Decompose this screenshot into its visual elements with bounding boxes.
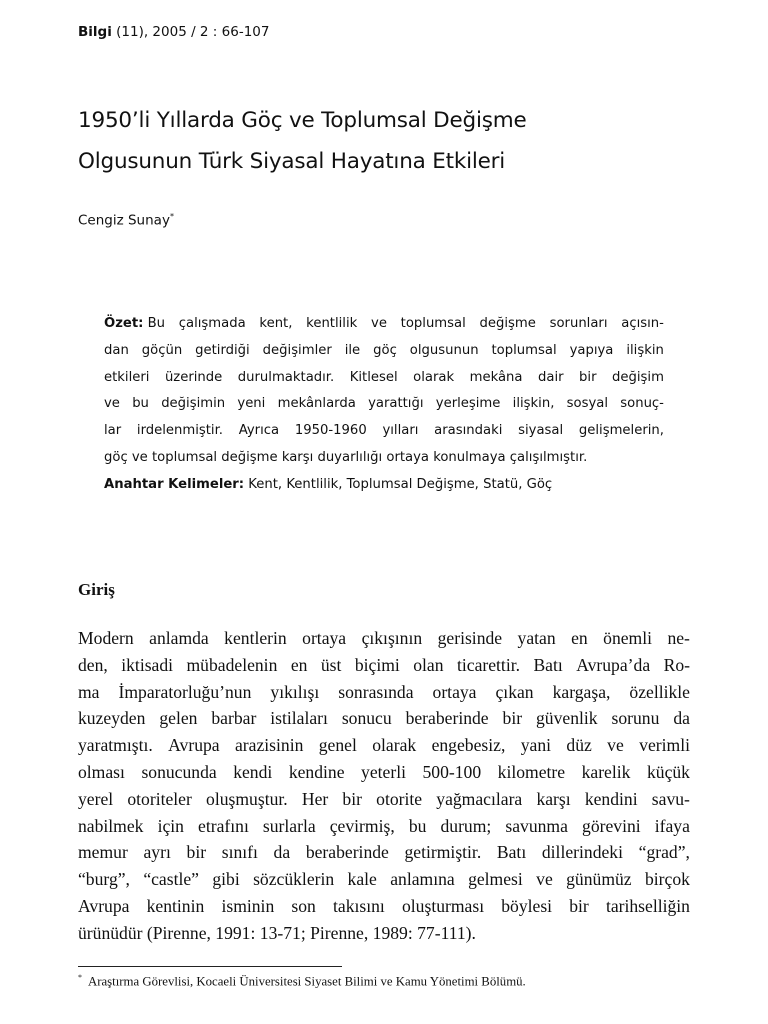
footnote-text: Araştırma Görevlisi, Kocaeli Üniversitesi Siyaset Bilimi ve Kamu Yönetimi Bölümü. [88, 974, 526, 989]
article-title [78, 100, 718, 182]
keywords-label: Anahtar Kelimeler: [104, 476, 245, 492]
abstract-line [104, 311, 664, 338]
paragraph-line: kuzeyden gelen barbar istilaları sonucu beraberinde bir güvenlik sorunu da [78, 708, 690, 729]
author [78, 212, 174, 229]
section-heading: Giriş [78, 580, 115, 599]
journal-reference [78, 24, 269, 40]
keywords [104, 472, 664, 499]
paragraph-line: den, iktisadi mübadelenin en üst biçimi olan ticarettir. Batı Avrupa’da Ro- [78, 654, 690, 675]
abstract-line: göç ve toplumsal değişme karşı duyarlılığı ortaya konulmaya çalışılmıştır. [104, 449, 588, 465]
paragraph-line: yaratmıştı. Avrupa arazisinin genel olarak engebesiz, yani düz ve verimli [78, 735, 690, 756]
paragraph-line: Modern anlamda kentlerin ortaya çıkışının gerisinde yatan en önemli ne- [78, 628, 690, 648]
paragraph-line: Avrupa kentinin isminin son takısını oluşturması böylesi bir tarihselliğin [78, 895, 690, 916]
paragraph-line: ürünüdür (Pirenne, 1991: 13-71; Pirenne, 1989: 77-111). [78, 922, 476, 943]
paragraph-line: nabilmek için etrafını surlarla çevirmiş, bu durum; savunma görevini ifaya [78, 815, 690, 836]
footnote [78, 973, 526, 989]
paragraph-line: memur ayrı bir sınıfı da beraberinde getirmiştir. Batı dillerindeki “grad”, [78, 842, 690, 863]
paragraph-line: “burg”, “castle” gibi sözcüklerin kale anlamına gelmesi ve günümüz birçok [78, 869, 690, 890]
paragraph-line: yerel otoriteler oluşmuştur. Her bir otorite yağmacılara karşı kendini savu- [78, 788, 690, 809]
abstract [104, 311, 664, 499]
abstract-line: dan göçün getirdiği değişimler ile göç olgusunun toplumsal yapıya ilişkin [104, 342, 664, 358]
abstract-line: etkileri üzerinde durulmaktadır. Kitlesel olarak mekâna dair bir değişim [104, 369, 664, 385]
journal-name: Bilgi [78, 24, 112, 40]
author-footnote-mark: * [169, 212, 174, 221]
abstract-line: lar irdelenmiştir. Ayrıca 1950-1960 yılları arasındaki siyasal gelişmelerin, [104, 423, 664, 439]
title-line-2: Olgusunun Türk Siyasal Hayatına Etkileri [78, 149, 506, 174]
paragraph-line: ma İmparatorluğu’nun yıkılışı sonrasında ortaya çıkan kargaşa, özellikle [78, 681, 690, 702]
abstract-line: ve bu değişimin yeni mekânlarda yarattığı yerleşime ilişkin, sosyal sonuç- [104, 396, 664, 412]
keywords-text: Kent, Kentlilik, Toplumsal Değişme, Statü, Göç [248, 476, 553, 492]
author-name: Cengiz Sunay [78, 212, 170, 229]
footnote-divider [78, 966, 342, 967]
abstract-text: Bu çalışmada kent, kentlilik ve toplumsal değişme sorunları açısın- [147, 316, 664, 331]
paragraph-line: olması sonucunda kendi kendine yeterli 500-100 kilometre karelik küçük [78, 761, 690, 782]
footnote-mark: * [78, 973, 82, 982]
journal-issue: (11), 2005 / 2 : 66-107 [116, 24, 270, 40]
body-paragraph [78, 625, 690, 947]
title-line-1: 1950’li Yıllarda Göç ve Toplumsal Değişme [78, 108, 527, 133]
abstract-label: Özet: [104, 316, 144, 331]
